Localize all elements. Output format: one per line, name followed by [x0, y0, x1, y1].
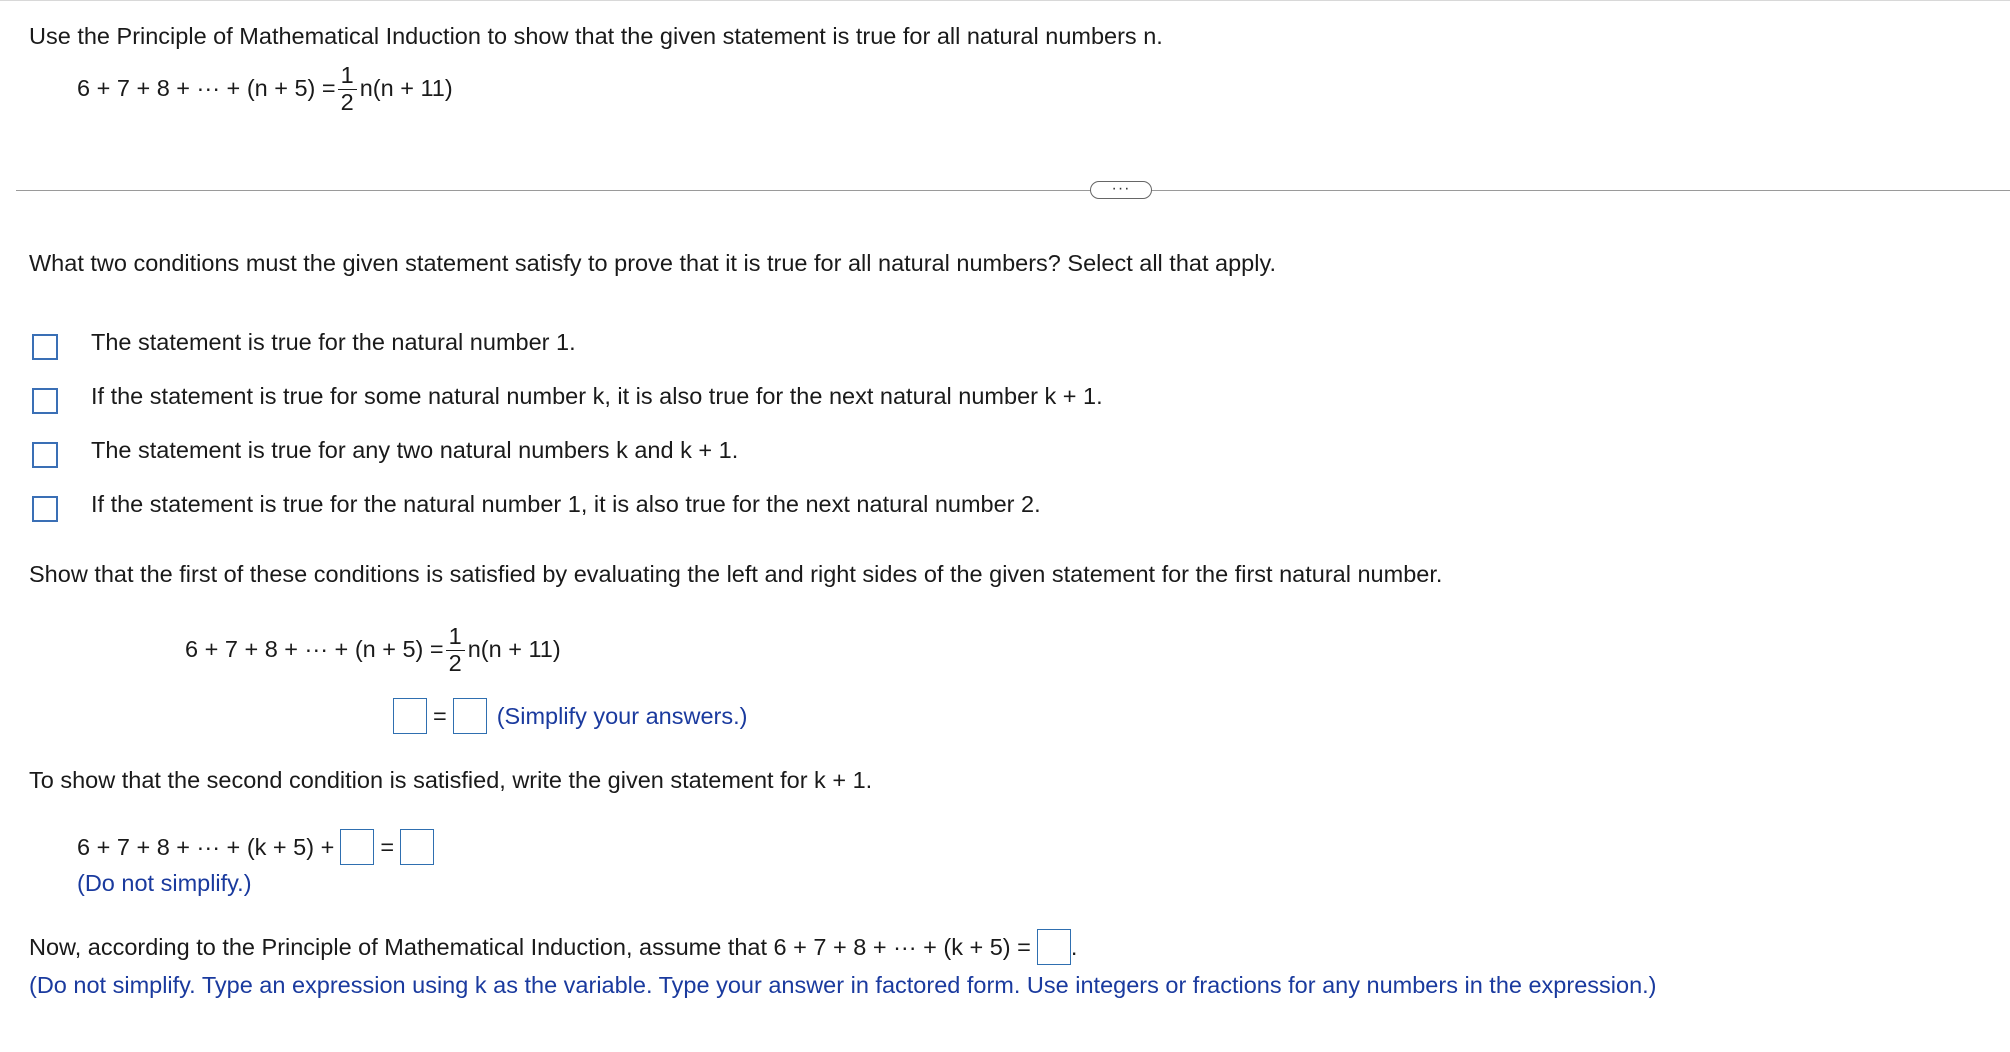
- option-2-label[interactable]: If the statement is true for some natural number k, it is also true for the next natural number k + 1.: [91, 383, 1103, 409]
- question-second-condition: To show that the second condition is satisfied, write the given statement for k + 1.: [29, 767, 873, 793]
- k1-rhs-input[interactable]: [400, 829, 434, 865]
- checkbox-option-3[interactable]: [32, 442, 58, 468]
- assumption-text: Now, according to the Principle of Mathematical Induction, assume that 6 + 7 + 8 + ··· + (k + 5) =: [29, 933, 1031, 960]
- option-1-label[interactable]: The statement is true for the natural number 1.: [91, 329, 576, 355]
- k1-term-input[interactable]: [340, 829, 374, 865]
- checkbox-option-2[interactable]: [32, 388, 58, 414]
- fraction-numerator: 1: [338, 62, 357, 90]
- question-conditions: What two conditions must the given statement satisfy to prove that it is true for all natural numbers? Select all that apply.: [29, 250, 1276, 276]
- base-rhs-input[interactable]: [453, 698, 487, 734]
- simplify-hint: (Simplify your answers.): [496, 702, 748, 729]
- top-border: [0, 0, 2010, 1]
- fraction-one-half-repeat: [446, 623, 465, 676]
- option-4-label[interactable]: If the statement is true for the natural number 1, it is also true for the next natural number 2.: [91, 491, 1041, 517]
- statement-lhs-repeat: 6 + 7 + 8 + ··· + (n + 5) =: [185, 636, 444, 662]
- equals-sign: =: [433, 702, 447, 729]
- statement-rhs-repeat: n(n + 11): [467, 636, 561, 662]
- base-lhs-input[interactable]: [393, 698, 427, 734]
- final-hint: (Do not simplify. Type an expression using k as the variable. Type your answer in factored form. Use integers or fractions for any numbers in the expression.): [29, 972, 1657, 998]
- given-statement: [77, 62, 453, 115]
- equals-sign: =: [380, 833, 395, 860]
- base-case-row: [393, 698, 747, 734]
- k1-statement-lhs: 6 + 7 + 8 + ··· + (k + 5) +: [77, 833, 335, 860]
- statement-lhs: 6 + 7 + 8 + ··· + (n + 5) =: [77, 75, 336, 101]
- section-divider: [16, 190, 2010, 191]
- k1-statement-row: [77, 829, 434, 865]
- do-not-simplify-hint: (Do not simplify.): [77, 870, 252, 896]
- option-3-label[interactable]: The statement is true for any two natural numbers k and k + 1.: [91, 437, 739, 463]
- question-first-condition: Show that the first of these conditions is satisfied by evaluating the left and right sides of the given statement for the first natural number.: [29, 561, 1443, 587]
- checkbox-option-1[interactable]: [32, 334, 58, 360]
- fraction-one-half: [338, 62, 357, 115]
- statement-rhs: n(n + 11): [359, 75, 453, 101]
- assumption-input[interactable]: [1037, 929, 1071, 965]
- checkbox-option-4[interactable]: [32, 496, 58, 522]
- instruction-text: Use the Principle of Mathematical Induction to show that the given statement is true for all natural numbers n.: [29, 23, 1163, 49]
- statement-repeat: [185, 623, 561, 676]
- period: .: [1070, 933, 1078, 960]
- fraction-denominator: 2: [448, 650, 462, 676]
- assumption-row: [29, 929, 1077, 965]
- fraction-numerator: 1: [446, 623, 465, 651]
- fraction-denominator: 2: [340, 89, 354, 115]
- more-button[interactable]: ···: [1090, 181, 1152, 199]
